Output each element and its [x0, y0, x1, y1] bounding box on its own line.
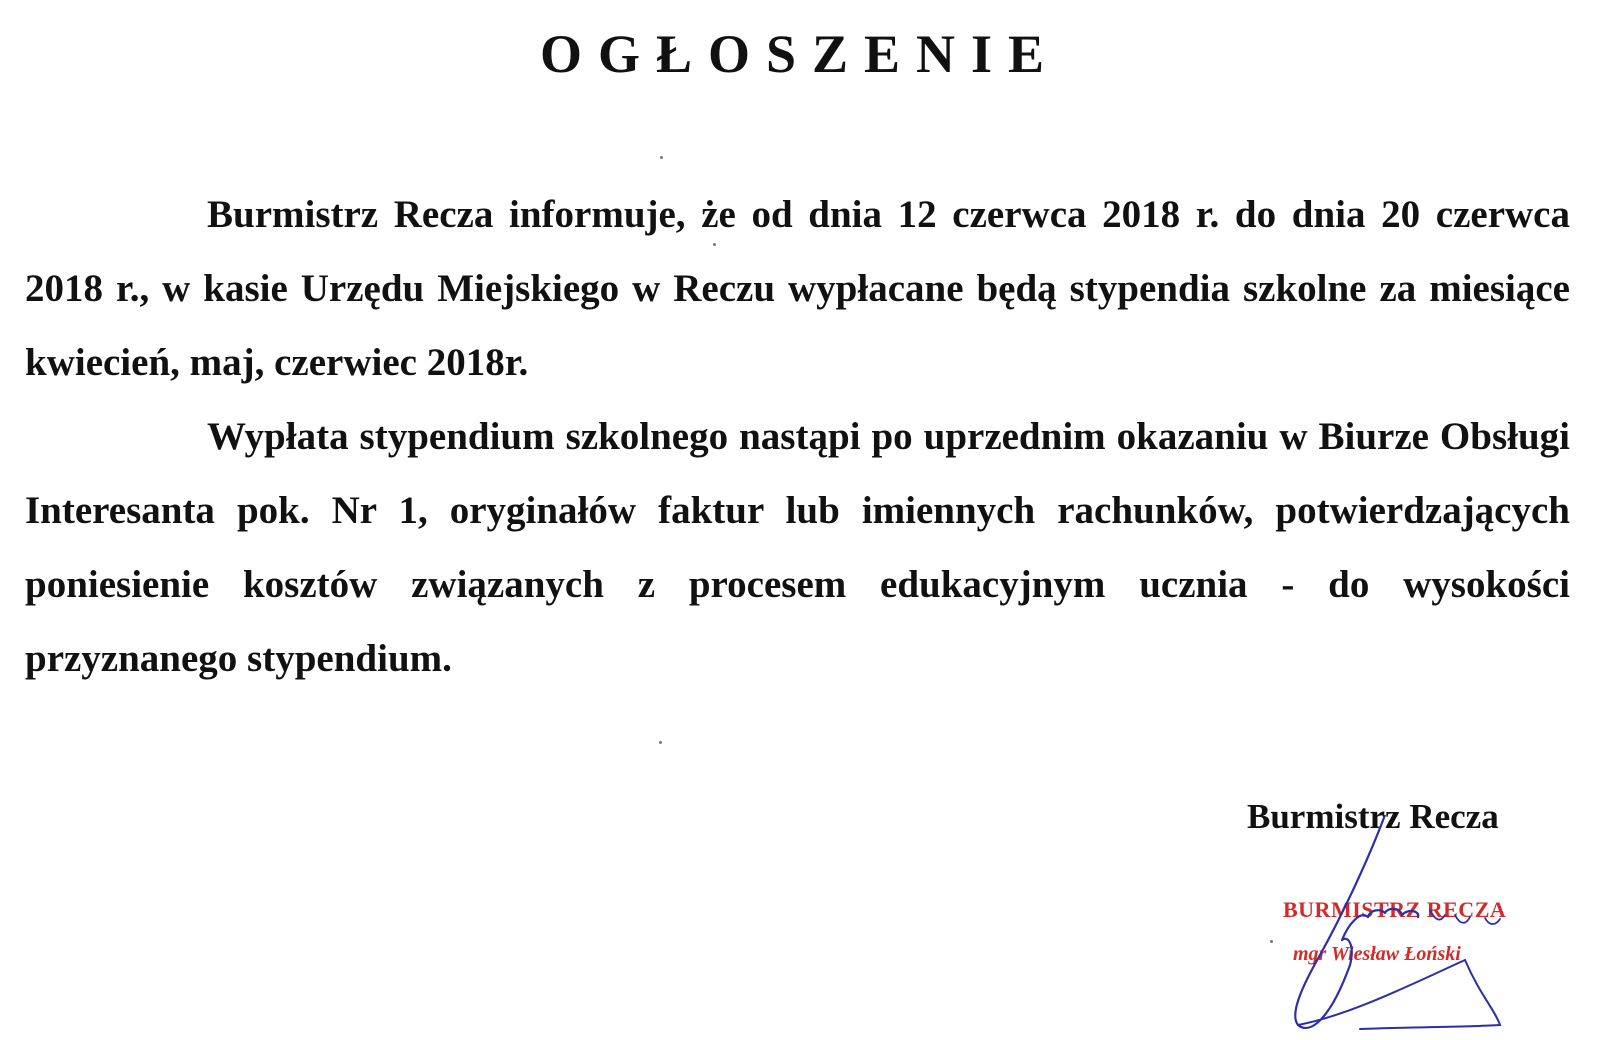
stamp-office-line: BURMISTRZ RECZA	[1283, 897, 1507, 922]
signature-stroke-tail	[1298, 960, 1500, 1029]
signatory-title: Burmistrz Recza	[1247, 797, 1499, 836]
paragraph-1: Burmistrz Recza informuje, że od dnia 12 czerwca 2018 r. do dnia 20 czerwca 2018 r., w kasie Urzędu Miejskiego w Reczu wypłacane będą stypendia szkolne za miesiące kwiecień, maj, czerwiec 2018r.	[25, 193, 1570, 384]
signature-stroke-main	[1295, 815, 1418, 1028]
paragraph-2: Wypłata stypendium szkolnego nastąpi po uprzednim okazaniu w Biurze Obsługi Interesanta pok. Nr 1, oryginałów faktur lub imiennych rachunków, potwierdzających poniesienie kosztów związanych z procesem edukacyjnym ucznia - do wysokości przyznanego stypendium.	[25, 415, 1570, 680]
scan-speck	[660, 156, 663, 159]
handwritten-signature	[1290, 815, 1550, 1040]
signature-stroke-flourish	[1430, 910, 1500, 924]
scan-speck	[713, 243, 716, 246]
scan-speck	[1270, 940, 1273, 943]
document-title: OGŁOSZENIE	[539, 24, 1061, 84]
scan-speck	[659, 741, 662, 744]
stamp-name-line: mgr Wiesław Łoński	[1293, 943, 1461, 965]
document-body	[25, 178, 1570, 696]
